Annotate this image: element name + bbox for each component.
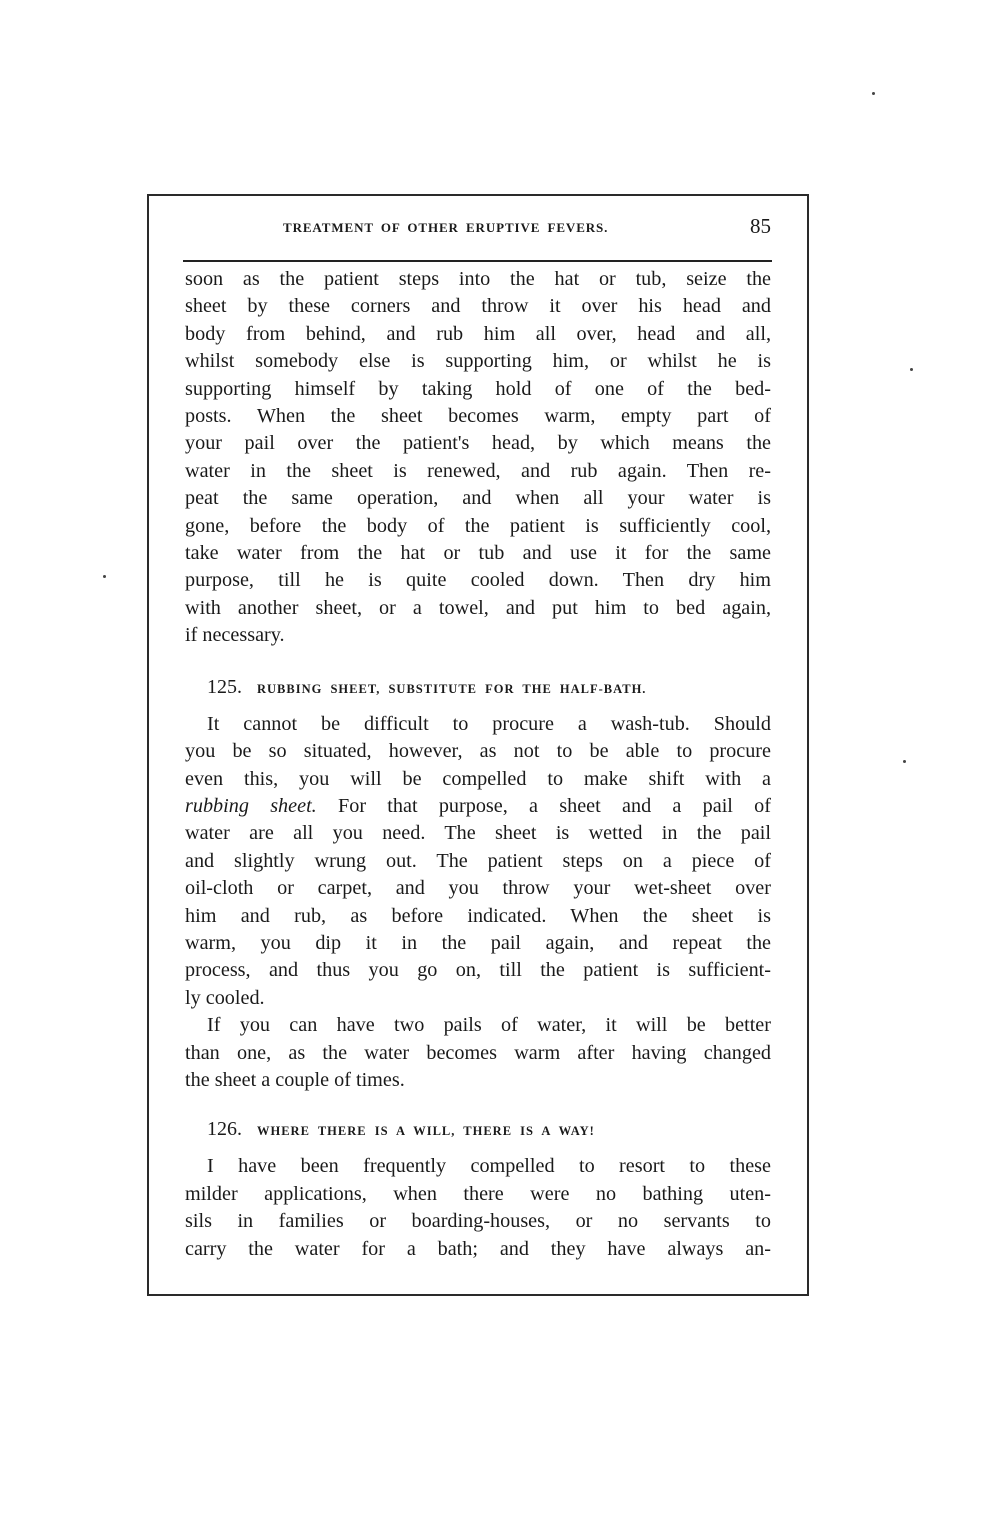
spacer [185, 650, 771, 664]
section-number: 125. [207, 675, 242, 698]
text-line: your pail over the patient's head, by which means the [185, 432, 771, 455]
text-line: supporting himself by taking hold of one of the bed- [185, 377, 771, 400]
page-number: 85 [750, 214, 771, 238]
text-line: whilst somebody else is supporting him, or whilst he is [185, 350, 771, 373]
spacer [185, 1094, 771, 1106]
section-heading-125 [207, 674, 771, 703]
text-line: sils in families or boarding-houses, or no servants to [185, 1210, 771, 1233]
text-line: water in the sheet is renewed, and rub again. Then re- [185, 459, 771, 482]
text-line: the sheet a couple of times. [185, 1068, 405, 1091]
body-text [185, 266, 771, 1263]
scan-speck [910, 368, 913, 371]
text-line: warm, you dip it in the pail again, and repeat the [185, 931, 771, 954]
text-line: soon as the patient steps into the hat or tub, seize the [185, 268, 771, 290]
text-line: purpose, till he is quite cooled down. Then dry him [185, 569, 771, 592]
italic-term: rubbing sheet. [185, 794, 317, 817]
text-line: I have been frequently compelled to resort to these [207, 1155, 771, 1178]
paragraph-rubbing-sheet [185, 711, 771, 1012]
text-line: carry the water for a bath; and they have always an- [185, 1237, 771, 1260]
scan-speck [872, 92, 875, 95]
header-rule [183, 260, 772, 262]
text-line: sheet by these corners and throw it over his head and [185, 295, 771, 318]
paragraph-continued [185, 266, 771, 650]
text-line: ly cooled. [185, 986, 265, 1009]
paragraph-milder-applications [185, 1153, 771, 1263]
text-line: It cannot be difficult to procure a wash-tub. Should [207, 712, 771, 735]
page-header [183, 214, 773, 254]
text-line: body from behind, and rub him all over, head and all, [185, 322, 771, 345]
text-line [185, 793, 771, 820]
text-line: with another sheet, or a towel, and put him to bed again, [185, 596, 771, 619]
text-line: even this, you will be compelled to make shift with a [185, 767, 771, 790]
text-line: process, and thus you go on, till the patient is sufficient- [185, 959, 771, 982]
text-line: and slightly wrung out. The patient steps on a piece of [185, 849, 771, 872]
text-line: posts. When the sheet becomes warm, empty part of [185, 405, 771, 428]
text-line: take water from the hat or tub and use it for the same [185, 542, 771, 565]
section-number: 126. [207, 1118, 242, 1141]
text-line: you be so situated, however, as not to be able to procure [185, 740, 771, 763]
text-line: him and rub, as before indicated. When the sheet is [185, 904, 771, 927]
text-line: If you can have two pails of water, it will be better [207, 1014, 771, 1037]
section-heading-126 [207, 1116, 771, 1145]
section-title: WHERE THERE IS A WILL, THERE IS A WAY! [257, 1124, 595, 1139]
scan-speck [903, 760, 906, 763]
running-head: TREATMENT OF OTHER ERUPTIVE FEVERS. [283, 220, 609, 235]
text-line: if necessary. [185, 624, 285, 647]
text-line: oil-cloth or carpet, and you throw your wet-sheet over [185, 877, 771, 900]
paragraph-two-pails [185, 1012, 771, 1094]
text-line: milder applications, when there were no bathing uten- [185, 1182, 771, 1205]
scan-speck [103, 575, 106, 578]
text-span: For that purpose, a sheet and a pail of [316, 794, 771, 817]
text-line: water are all you need. The sheet is wetted in the pail [185, 822, 771, 845]
text-line: than one, as the water becomes warm after having changed [185, 1041, 771, 1064]
text-line: gone, before the body of the patient is sufficiently cool, [185, 514, 771, 537]
section-title: RUBBING SHEET, SUBSTITUTE FOR THE HALF-BATH. [257, 681, 647, 696]
text-line: peat the same operation, and when all your water is [185, 487, 771, 510]
